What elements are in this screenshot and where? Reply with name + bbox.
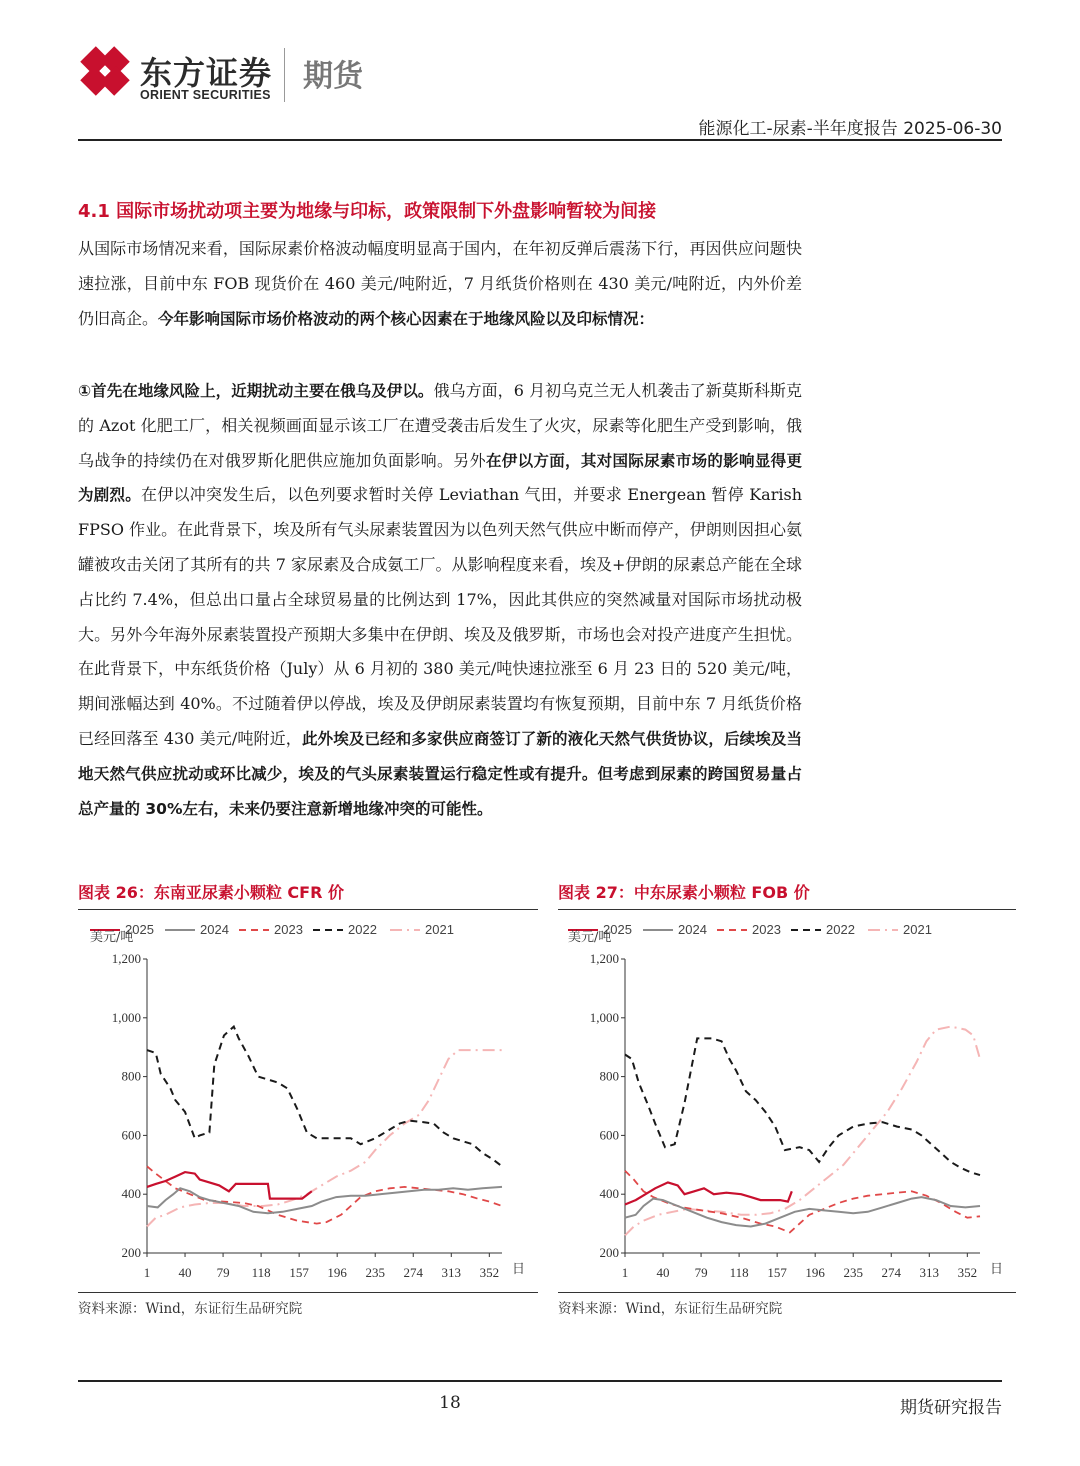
- header-divider: [78, 139, 1002, 141]
- x-tick-label: 352: [957, 1265, 978, 1280]
- y-tick-label: 1,200: [589, 951, 619, 966]
- legend-label-2022: 2022: [826, 922, 855, 937]
- brand-division: 期货: [303, 59, 363, 94]
- figure-27-title: 图表 27：中东尿素小颗粒 FOB 价: [558, 883, 810, 902]
- paragraph-1-bold: 今年影响国际市场价格波动的两个核心因素在于地缘风险以及印标情况：: [158, 309, 655, 328]
- legend-label-2024: 2024: [678, 922, 707, 937]
- figure-27-source: 资料来源：Wind，东证衍生品研究院: [558, 1301, 783, 1317]
- y-unit-label: 美元/吨: [568, 930, 612, 945]
- paragraph-2-bold-1: ①首先在地缘风险上，近期扰动主要在俄乌及伊以。: [78, 382, 434, 400]
- legend-label-2023: 2023: [274, 922, 303, 937]
- paragraph-2-text-1: 俄乌方面，6 月初乌克兰无人机袭击了新莫斯科斯克的 Azot 化肥工厂，相关视频画面显示该工厂在遭受袭击后发生了火灾，尿素等化肥生产受到影响，俄乌战争的持续仍在对俄罗斯化肥供应施加负面影响。另外: [78, 381, 802, 470]
- paragraph-1-text: 从国际市场情况来看，国际尿素价格波动幅度明显高于国内，在年初反弹后震荡下行，再因供应问题快速拉涨，目前中东 FOB 现货价在 460 美元/吨附近，7 月纸货价格则在 430 美元/吨附近，内外价差仍旧高企。: [78, 239, 802, 328]
- series-line-2022: [625, 1038, 980, 1175]
- x-tick-label: 352: [479, 1265, 500, 1280]
- figure-26-title: 图表 26：东南亚尿素小颗粒 CFR 价: [78, 883, 344, 902]
- legend-label-2024: 2024: [200, 922, 229, 937]
- x-tick-label: 1: [621, 1265, 629, 1280]
- x-tick-label: 40: [656, 1265, 670, 1280]
- x-tick-label: 157: [767, 1265, 787, 1280]
- brand-name-cn: 东方证券: [140, 54, 273, 92]
- x-tick-label: 313: [919, 1265, 940, 1280]
- x-tick-label: 79: [216, 1265, 230, 1280]
- y-tick-label: 400: [121, 1186, 141, 1202]
- y-tick-label: 800: [599, 1068, 619, 1084]
- figure-26-bottom-rule: [78, 1292, 538, 1293]
- paragraph-2-bold-2: 在伊以方面，其对国际尿素市场的影响显得更为剧烈。: [78, 451, 802, 505]
- x-tick-label: 196: [805, 1265, 825, 1280]
- x-unit-label: 日: [990, 1262, 1004, 1277]
- x-tick-label: 40: [178, 1265, 192, 1280]
- x-tick-label: 235: [365, 1265, 385, 1280]
- y-tick-label: 200: [599, 1245, 619, 1260]
- report-title: 能源化工-尿素-半年度报告 2025-06-30: [698, 119, 1002, 139]
- x-tick-label: 235: [843, 1265, 863, 1280]
- footer-label: 期货研究报告: [900, 1398, 1002, 1418]
- x-tick-label: 79: [694, 1265, 708, 1280]
- figure-26-source: 资料来源：Wind，东证衍生品研究院: [78, 1301, 303, 1317]
- y-unit-label: 美元/吨: [90, 930, 134, 945]
- page-number: 18: [439, 1393, 461, 1413]
- y-tick-label: 400: [599, 1186, 619, 1202]
- brand-name-en: ORIENT SECURITIES: [140, 88, 271, 102]
- x-tick-label: 157: [289, 1265, 309, 1280]
- y-tick-label: 200: [121, 1245, 141, 1260]
- y-tick-label: 600: [121, 1127, 141, 1143]
- legend-label-2023: 2023: [752, 922, 781, 937]
- paragraph-2: [78, 374, 802, 826]
- x-tick-label: 313: [441, 1265, 462, 1280]
- y-tick-label: 600: [599, 1127, 619, 1143]
- y-tick-label: 1,000: [589, 1009, 619, 1025]
- figure-27-bottom-rule: [558, 1292, 1016, 1293]
- legend-label-2021: 2021: [903, 922, 932, 937]
- legend-label-2025: 2025: [125, 922, 154, 937]
- brand-divider: [284, 48, 285, 102]
- x-tick-label: 1: [143, 1265, 151, 1280]
- y-tick-label: 1,200: [111, 951, 141, 966]
- y-tick-label: 1,000: [111, 1009, 141, 1025]
- figure-27-chart: [558, 912, 1010, 1290]
- x-tick-label: 274: [881, 1265, 901, 1280]
- section-heading: 4.1 国际市场扰动项主要为地缘与印标，政策限制下外盘影响暂较为间接: [78, 201, 657, 222]
- figure-27-top-rule: [558, 909, 1016, 910]
- paragraph-2-bold-3: 此外埃及已经和多家供应商签订了新的液化天然气供货协议，后续埃及当地天然气供应扰动或环比减少，埃及的气头尿素装置运行稳定性或有提升。但考虑到尿素的跨国贸易量占总产量的 30%左右，未来仍要注意新增地缘冲突的可能性。: [78, 729, 802, 818]
- x-tick-label: 274: [403, 1265, 423, 1280]
- legend-label-2022: 2022: [348, 922, 377, 937]
- figure-26-chart: [80, 912, 532, 1290]
- figure-26-top-rule: [78, 909, 538, 910]
- legend-label-2025: 2025: [603, 922, 632, 937]
- paragraph-2-text-2: 在伊以冲突发生后，以色列要求暂时关停 Leviathan 气田，并要求 Energean 暂停 Karish FPSO 作业。在此背景下，埃及所有气头尿素装置因为以色列天然气供应中断而停产，伊朗则因担心氨罐被攻击关闭了其所有的共 7 家尿素及合成氨工厂。从影响程度来看，埃及+伊朗的尿素总产能在全球占比约 7.4%，但总出口量占全球贸易量的比例达到 17%，因此其供应的突然减量对国际市场扰动极大。另外今年海外尿素装置投产预期大多集中在伊朗、埃及及俄罗斯，市场也会对投产进度产生担忧。在此背景下，中东纸货价格（July）从 6 月初的 380 美元/吨快速拉涨至 6 月 23 日的 520 美元/吨，期间涨幅达到 40%。不过随着伊以停战，埃及及伊朗尿素装置均有恢复预期，目前中东 7 月纸货价格已经回落至 430 美元/吨附近，: [78, 485, 802, 748]
- series-line-2022: [147, 1027, 502, 1167]
- orient-securities-logo-icon: [78, 44, 132, 98]
- series-line-2023: [625, 1171, 980, 1233]
- y-tick-label: 800: [121, 1068, 141, 1084]
- x-tick-label: 196: [327, 1265, 347, 1280]
- legend-label-2021: 2021: [425, 922, 454, 937]
- x-unit-label: 日: [512, 1262, 526, 1277]
- series-line-2023: [147, 1166, 502, 1223]
- x-tick-label: 118: [251, 1265, 271, 1280]
- footer-divider: [78, 1380, 1002, 1382]
- x-tick-label: 118: [729, 1265, 749, 1280]
- paragraph-1: [78, 232, 802, 336]
